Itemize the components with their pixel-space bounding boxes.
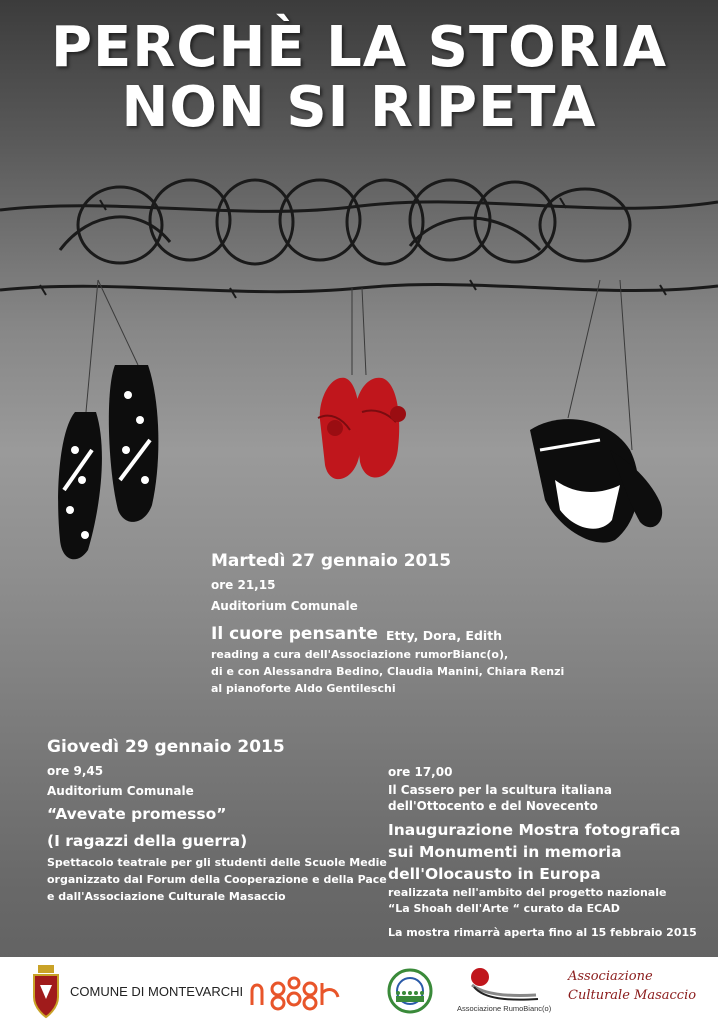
- event2-time: ore 9,45: [47, 764, 104, 778]
- rumobianco-label: Associazione RumoBianc(o): [457, 1004, 552, 1013]
- event2-date: Giovedì 29 gennaio 2015: [47, 737, 285, 757]
- rumobianco-logo-icon: [462, 963, 544, 1003]
- event2-show-subtitle: (I ragazzi della guerra): [47, 832, 248, 850]
- event2-venue: Auditorium Comunale: [47, 784, 194, 798]
- masaccio-label-2: Culturale Masaccio: [568, 988, 697, 1003]
- comune-label: COMUNE DI MONTEVARCHI: [70, 984, 244, 999]
- forum-pace-logo-icon: [386, 967, 434, 1017]
- event3-heading-1: Inaugurazione Mostra fotografica: [388, 821, 681, 839]
- event1-venue: Auditorium Comunale: [211, 599, 358, 613]
- title-line-2: NON SI RIPETA: [121, 75, 597, 140]
- event3-heading-3: dell'Olocausto in Europa: [388, 865, 601, 883]
- event1-line-2: di e con Alessandra Bedino, Claudia Manini, Chiara Renzi: [211, 665, 565, 678]
- event1-time: ore 21,15: [211, 578, 276, 592]
- event3-note-1: realizzata nell'ambito del progetto nazionale: [388, 886, 667, 899]
- football-boots-right: [530, 419, 662, 543]
- barbs: [40, 198, 666, 298]
- montevarchi-crest-icon: [32, 965, 60, 1019]
- red-shoes: [318, 378, 406, 479]
- event2-line-2: organizzato dal Forum della Cooperazione e della Pace: [47, 873, 387, 886]
- sponsor-footer: [0, 957, 718, 1025]
- event1-show-subtitle: Etty, Dora, Edith: [386, 628, 503, 643]
- ecad-logo-icon: [248, 975, 344, 1011]
- event3-closing: La mostra rimarrà aperta fino al 15 febbraio 2015: [388, 926, 697, 939]
- event3-venue-1: Il Cassero per la scultura italiana: [388, 783, 612, 797]
- title-line-1: PERCHÈ LA STORIA: [50, 15, 668, 80]
- event1-date: Martedì 27 gennaio 2015: [211, 551, 452, 571]
- masaccio-label-1: Associazione: [568, 969, 653, 984]
- event1-line-1: reading a cura dell'Associazione rumorBianc(o),: [211, 648, 509, 661]
- event2-show-title: “Avevate promesso”: [47, 805, 227, 823]
- event1-show-title: Il cuore pensante: [211, 624, 378, 644]
- event1-line-3: al pianoforte Aldo Gentileschi: [211, 682, 396, 695]
- artwork: [0, 150, 718, 590]
- event2-line-3: e dall'Associazione Culturale Masaccio: [47, 890, 286, 903]
- event2-line-1: Spettacolo teatrale per gli studenti delle Scuole Medie: [47, 856, 387, 869]
- event3-heading-2: sui Monumenti in memoria: [388, 843, 622, 861]
- event3-note-2: “La Shoah dell'Arte “ curato da ECAD: [388, 902, 620, 915]
- event3-venue-2: dell'Ottocento e del Novecento: [388, 799, 598, 813]
- poster-title: [0, 15, 718, 140]
- football-boots-left: [58, 365, 158, 559]
- barbed-wire: [0, 180, 718, 292]
- event3-time: ore 17,00: [388, 765, 453, 779]
